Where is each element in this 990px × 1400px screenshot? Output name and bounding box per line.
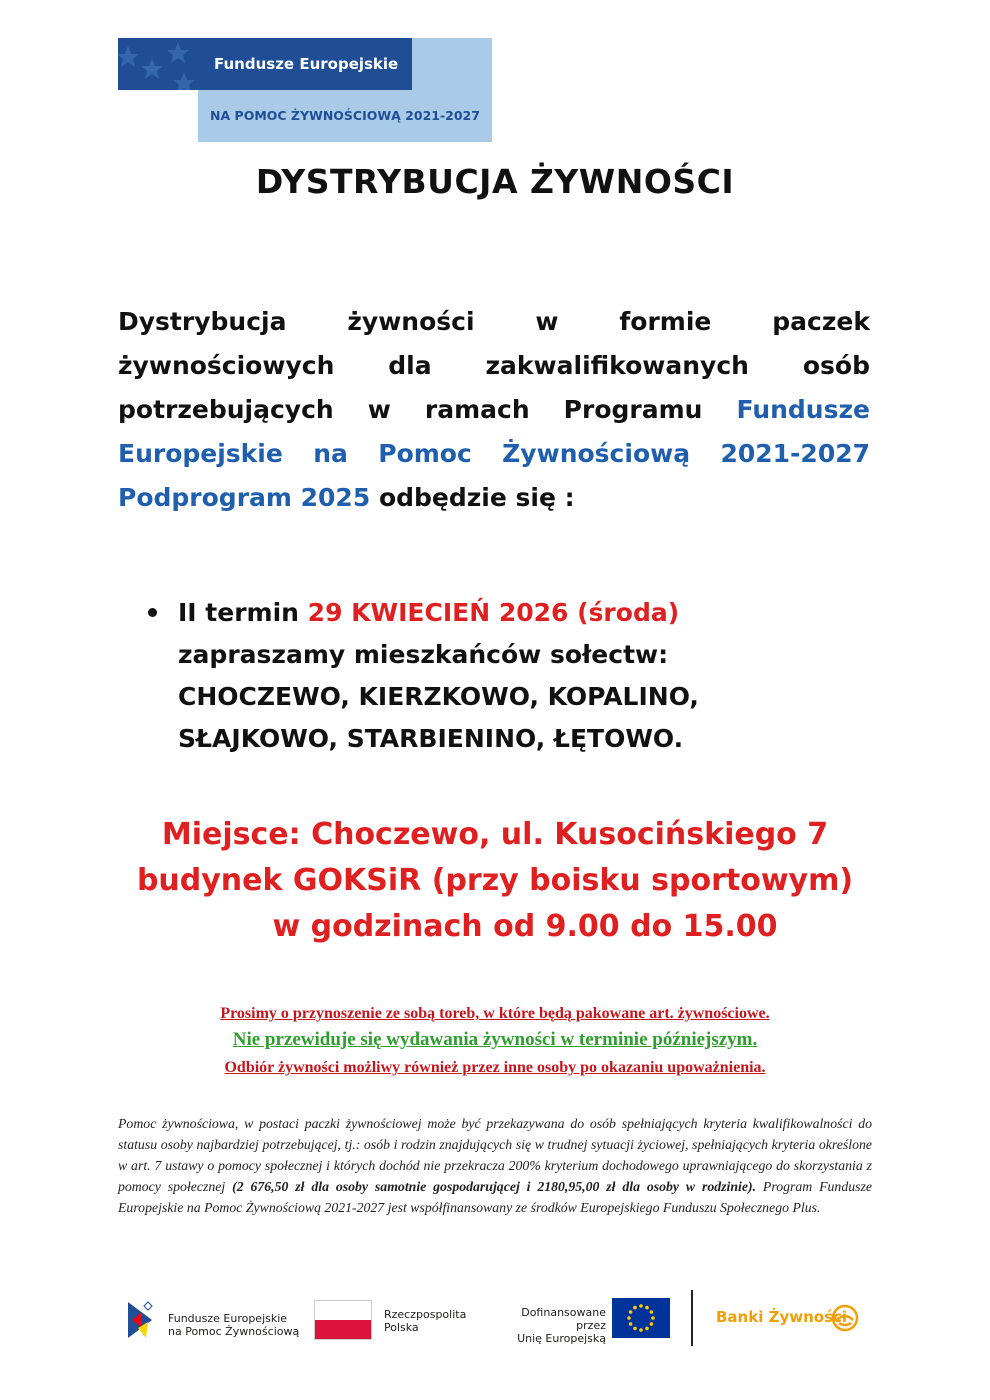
footer-divider xyxy=(691,1290,693,1346)
intro-paragraph xyxy=(118,300,870,520)
small-print-part1: Pomoc żywnościowa, w postaci paczki żywnościowej może być przekazywana do osób spełniających kryteria kwalifikowalności do statusu osoby najbardziej potrzebującej, tj.: osób i rodzin znajdujących się w trudnej sytuacji życiowej, spełniających kryteria określone w art. 7 ustawy o pomocy społecznej i których dochód nie przekracza 200% kryterium dochodowego uprawniającego do skorzystania z pomocy społecznej xyxy=(118,1116,872,1194)
bullet-prefix: II termin xyxy=(178,598,308,627)
program-name: Fundusze Europejskie na Pomoc Żywnościową 2021-2027 Podprogram 2025 xyxy=(118,395,870,512)
eu-stars-icon xyxy=(118,38,198,90)
bullet-text xyxy=(178,592,868,760)
place-line-building: budynek GOKSiR (przy boisku sportowym) xyxy=(136,863,854,898)
header-logo-title: Fundusze Europejskie xyxy=(198,38,412,90)
rp-logo-line1: Rzeczpospolita xyxy=(384,1308,467,1321)
header-logo-subtitle: NA POMOC ŻYWNOŚCIOWĄ 2021-2027 xyxy=(198,90,492,142)
intro-part1: Dystrybucja żywności w formie paczek żywnościowych dla zakwalifikowanych osób potrzebujących w ramach Programu xyxy=(118,307,870,424)
eligibility-small-print xyxy=(118,1113,872,1218)
fe-logo-line1: Fundusze Europejskie xyxy=(168,1312,288,1325)
eu-flag-icon xyxy=(612,1298,670,1338)
bullet-line-villages-2: SŁAJKOWO, STARBIENINO, ŁĘTOWO. xyxy=(178,724,684,753)
footer-logos xyxy=(118,1290,878,1350)
banki-zywnosci-label: Banki Żywności xyxy=(716,1308,848,1326)
rp-logo-line2: Polska xyxy=(384,1321,419,1334)
place-line-address: Miejsce: Choczewo, ul. Kusocińskiego 7 xyxy=(161,817,829,852)
header-logo xyxy=(118,38,492,142)
fe-logo xyxy=(128,1298,300,1346)
fe-logo-icon xyxy=(128,1298,158,1342)
small-print-income: (2 676,50 zł dla osoby samotnie gospodarującej i 2180,95,00 zł dla osoby w rodzinie). xyxy=(232,1179,757,1194)
note-bags: Prosimy o przynoszenie ze sobą toreb, w które będą pakowane art. żywnościowe. xyxy=(220,1005,770,1022)
distribution-date: 29 KWIECIEŃ 2026 (środa) xyxy=(307,598,680,627)
intro-part2: odbędzie się : xyxy=(370,483,575,512)
eu-logo-line1: Dofinansowane przez xyxy=(521,1306,606,1332)
note-no-later: Nie przewiduje się wydawania żywności w terminie późniejszym. xyxy=(232,1029,758,1050)
notes xyxy=(0,1002,990,1082)
rp-logo xyxy=(314,1300,467,1340)
fe-logo-line2: na Pomoc Żywnościową xyxy=(168,1325,300,1338)
note-authorization: Odbiór żywności możliwy również przez inne osoby po okazaniu upoważnienia. xyxy=(224,1059,766,1076)
bullet-icon xyxy=(148,608,157,617)
eu-logo-line2: Unię Europejską xyxy=(517,1332,606,1345)
bullet-line-villages-1: CHOCZEWO, KIERZKOWO, KOPALINO, xyxy=(178,682,699,711)
small-print-part2: Program Fundusze Europejskie na Pomoc Żywnościową 2021-2027 jest współfinansowany ze środków Europejskiego Funduszu Społecznego Plus. xyxy=(118,1179,872,1215)
banki-zywnosci-icon xyxy=(830,1304,860,1336)
place-line-hours: w godzinach od 9.00 do 15.00 xyxy=(272,909,778,944)
place-info xyxy=(0,812,990,950)
polish-flag-icon xyxy=(314,1300,372,1340)
page-title: DYSTRYBUCJA ŻYWNOŚCI xyxy=(255,162,735,201)
bullet-line-invite: zapraszamy mieszkańców sołectw: xyxy=(178,640,669,669)
